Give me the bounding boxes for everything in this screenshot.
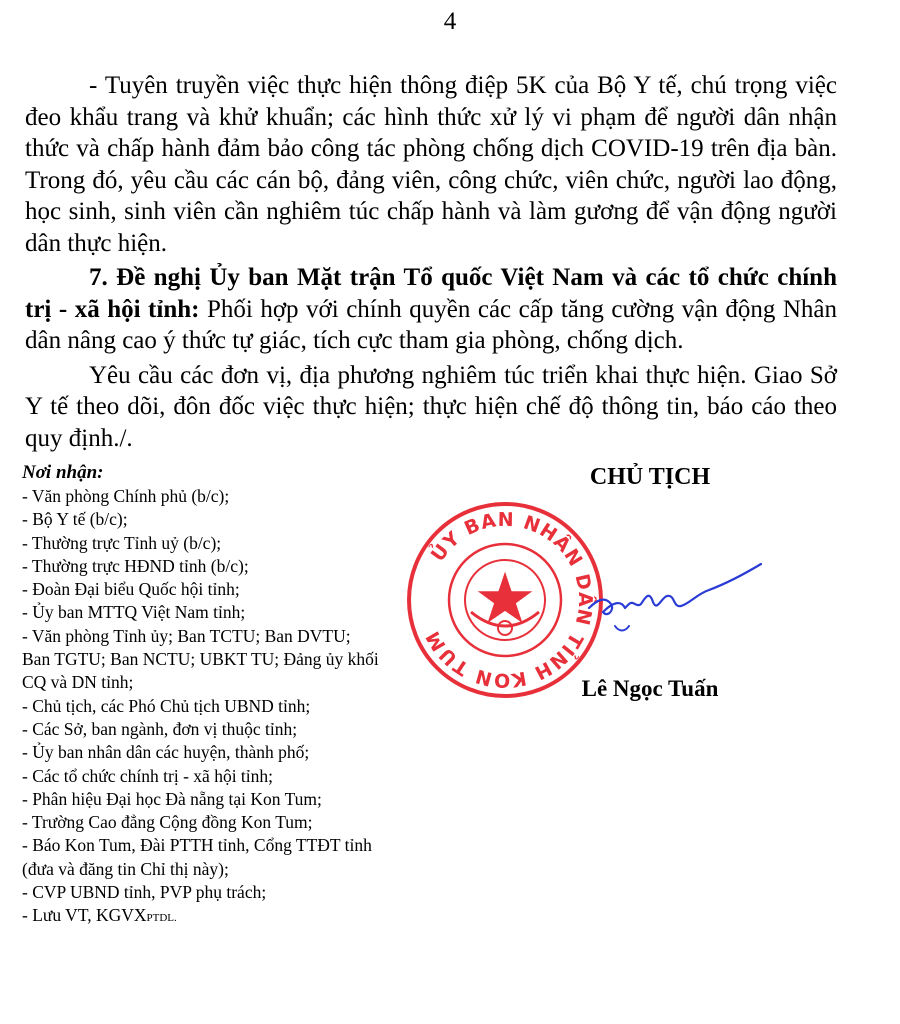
recipient-item: CQ và DN tỉnh; — [22, 672, 134, 693]
recipient-item: - Văn phòng Tỉnh ủy; Ban TCTU; Ban DVTU; — [22, 625, 351, 646]
signature — [585, 560, 785, 640]
recipient-item: - Phân hiệu Đại học Đà nẵng tại Kon Tum; — [22, 788, 322, 809]
recipient-last-main: - Lưu VT, KGVX — [22, 905, 147, 926]
recipient-item: - Bộ Y tế (b/c); — [22, 509, 128, 530]
recipients-block — [22, 461, 442, 931]
recipient-item: - Văn phòng Chính phủ (b/c); — [22, 486, 230, 506]
paragraph-proposal — [25, 262, 837, 357]
recipient-item: - Các Sở, ban ngành, đơn vị thuộc tỉnh; — [22, 718, 298, 739]
page-number: 4 — [443, 8, 457, 35]
recipient-item: - Chủ tịch, các Phó Chủ tịch UBND tỉnh; — [22, 695, 311, 716]
document-body — [25, 70, 837, 457]
signer-name: Lê Ngọc Tuấn — [581, 676, 719, 701]
recipient-item: - Trường Cao đẳng Cộng đồng Kon Tum; — [22, 812, 313, 833]
recipient-last-sub: PTDL. — [146, 912, 177, 925]
signer-title: CHỦ TỊCH — [589, 464, 711, 490]
recipients-heading: Nơi nhận: — [22, 462, 104, 483]
recipient-item: - Báo Kon Tum, Đài PTTH tỉnh, Cổng TTĐT tỉnh — [22, 835, 372, 856]
recipient-item: - Thường trực Tỉnh uỷ (b/c); — [22, 532, 222, 553]
recipient-item: - Thường trực HĐND tỉnh (b/c); — [22, 555, 249, 576]
paragraph-propaganda: - Tuyên truyền việc thực hiện thông điệp 5K của Bộ Y tế, chú trọng việc đeo khẩu trang và khử khuẩn; các hình thức xử lý vi phạm để người dân nhận thức và chấp hành đảm bảo công tác phòng chống dịch COVID-19 trên địa bàn. Trong đó, yêu cầu các cán bộ, đảng viên, công chức, viên chức, người lao động, học sinh, sinh viên cần nghiêm túc chấp hành và làm gương để vận động người dân thực hiện. — [25, 72, 837, 257]
recipient-list — [22, 485, 442, 904]
recipient-item: - CVP UBND tỉnh, PVP phụ trách; — [22, 882, 267, 903]
paragraph-request: Yêu cầu các đơn vị, địa phương nghiêm túc triển khai thực hiện. Giao Sở Y tế theo dõi, đôn đốc việc thực hiện; thực hiện chế độ thông tin, báo cáo theo quy định./. — [25, 361, 837, 452]
recipient-item: Ban TGTU; Ban NCTU; UBKT TU; Đảng ủy khối — [22, 649, 379, 670]
official-seal — [405, 500, 605, 700]
emblem-icon — [465, 560, 545, 640]
recipient-item: - Đoàn Đại biểu Quốc hội tỉnh; — [22, 579, 240, 600]
recipient-item-last — [22, 904, 442, 930]
seal-text: ỦY BAN NHÂN DÂN TỈNH KON TUM — [421, 508, 597, 692]
recipient-item: (đưa và đăng tin Chỉ thị này); — [22, 858, 229, 879]
proposal-text: Phối hợp với chính quyền các cấp tăng cường vận động Nhân dân nâng cao ý thức tự giác, tích cực tham gia phòng, chống dịch. — [25, 295, 838, 354]
recipient-item: - Ủy ban nhân dân các huyện, thành phố; — [22, 742, 310, 763]
recipient-item: - Các tổ chức chính trị - xã hội tỉnh; — [22, 765, 274, 786]
proposal-heading: 7. Đề nghị Ủy ban Mặt trận Tổ quốc Việt Nam và các tổ chức chính trị - xã hội tỉnh: — [25, 264, 837, 323]
recipient-item: - Ủy ban MTTQ Việt Nam tỉnh; — [22, 602, 246, 623]
